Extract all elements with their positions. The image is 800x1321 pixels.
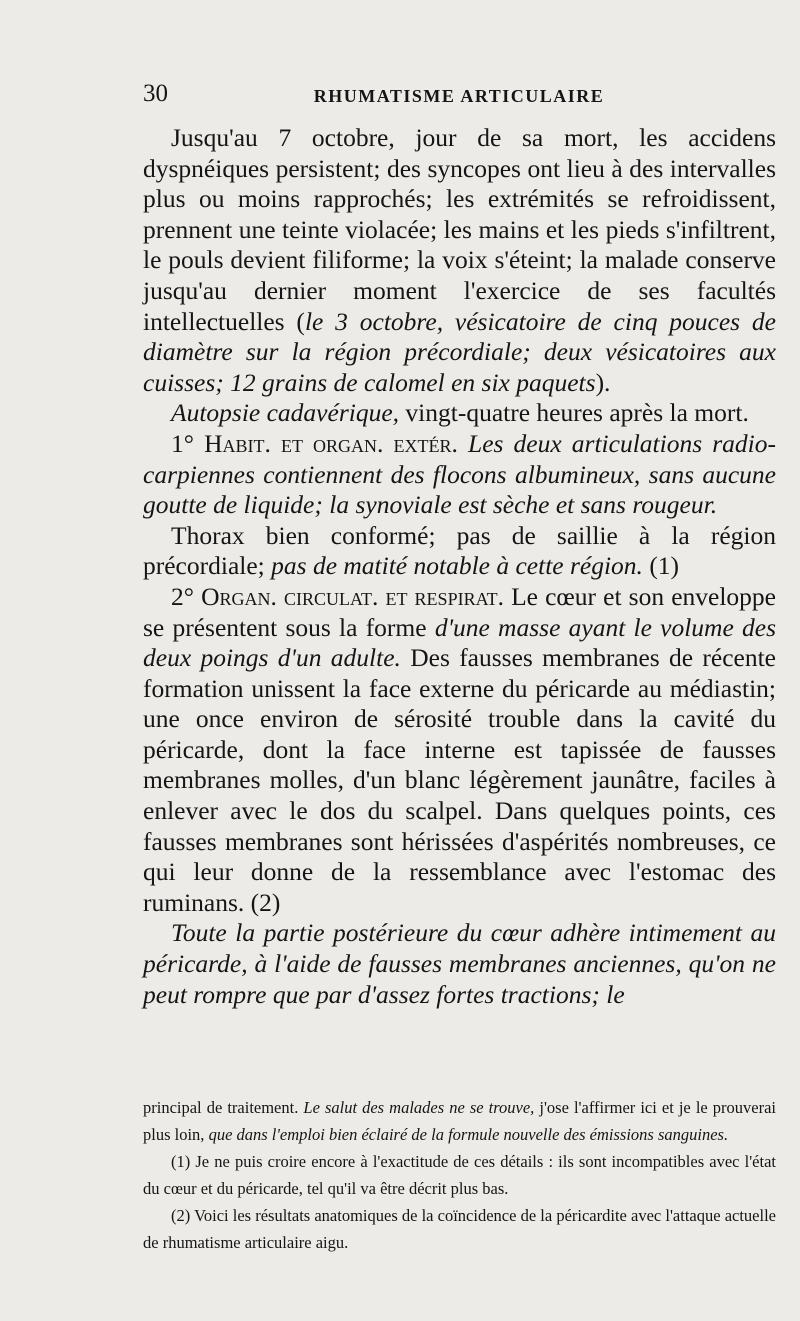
paragraph-4 [143, 521, 776, 582]
p5-text-b: Des fausses membranes de récente formation unissent la face externe du péricarde au médiastin; une once environ de sérosité trouble dans la cavité du péricarde, dont la face interne est tapissée de fausses membranes molles, d'un blanc légèrement jaunâtre, faciles à enlever avec le dos du scalpel. Dans quelques points, ces fausses membranes sont hérissées d'aspérités nombreuses, ce qui leur donne de la ressemblance avec l'estomac des ruminans. (2) [143, 643, 776, 917]
fn0-italic-2: que dans l'emploi bien éclairé de la formule nouvelle des émissions sanguines. [208, 1125, 729, 1144]
p5-italic: d'une masse ayant le volume des deux poings d'un adulte. [143, 612, 776, 673]
p4-italic: pas de matité notable à cette région. [271, 551, 643, 581]
footnote-1: (1) Je ne puis croire encore à l'exactitude de ces détails : ils sont incompatibles avec l'état du cœur et du péricarde, tel qu'il va être décrit plus bas. [143, 1152, 776, 1198]
p3-heading: Habit. et organ. extér. [204, 428, 458, 458]
page-number: 30 [143, 80, 168, 107]
p6-italic: Toute la partie postérieure du cœur adhère intimement au péricarde, à l'aide de fausses membranes anciennes, qu'on ne peut rompre que par d'assez fortes tractions; le [143, 918, 776, 1009]
p2-italic: Autopsie cadavérique, [171, 398, 400, 428]
running-title: RHUMATISME ARTICULAIRE [313, 86, 605, 106]
p1-italic: le 3 octobre, vésicatoire de cinq pouces de diamètre sur la région précordiale; deux vésicatoires aux cuisses; 12 grains de calomel en six paquets [143, 306, 776, 397]
p4-text: Thorax bien conformé; pas de saillie à la région précordiale; [143, 520, 776, 581]
p5-number: 2° [171, 581, 202, 611]
footnote-2: (2) Voici les résultats anatomiques de la coïncidence de la péricardite avec l'attaque actuelle de rhumatisme articulaire aigu. [143, 1206, 776, 1252]
paragraph-5 [143, 582, 776, 919]
paragraph-2 [143, 398, 776, 429]
footnote-continued [143, 1094, 776, 1148]
p1-end: ). [595, 367, 611, 397]
p4-end: (1) [642, 551, 680, 581]
paragraph-3 [143, 429, 776, 521]
fn0-text-b: j'ose l'affirmer ici et je le prouverai plus loin, [143, 1098, 776, 1144]
body-text [143, 123, 776, 1010]
running-header [143, 80, 775, 114]
p3-italic: Les deux articulations radio-carpiennes contiennent des flocons albumineux, sans aucune goutte de liquide; la synoviale est sèche et sans rougeur. [143, 428, 776, 520]
p5-text-a: Le cœur et son enveloppe se présentent sous la forme [143, 581, 776, 642]
paragraph-1 [143, 123, 776, 398]
p1-text: Jusqu'au 7 octobre, jour de sa mort, les accidens dyspnéiques persistent; des syncopes ont lieu à des intervalles plus ou moins rapprochés; les extrémités se refroidissent, prennent une teinte violacée; les mains et les pieds s'infiltrent, le pouls devient filiforme; la voix s'éteint; la malade conserve jusqu'au dernier moment l'exercice de ses facultés intellectuelles ( [143, 123, 776, 336]
p3-number: 1° [171, 428, 205, 458]
paragraph-6 [143, 918, 776, 1010]
p5-heading: Organ. circulat. et respirat. [201, 581, 504, 611]
footnotes [143, 1094, 776, 1256]
fn0-italic: Le salut des malades ne se trouve, [303, 1098, 535, 1117]
fn0-text-a: principal de traitement. [143, 1098, 304, 1117]
p2-text: vingt-quatre heures après la mort. [399, 398, 749, 428]
